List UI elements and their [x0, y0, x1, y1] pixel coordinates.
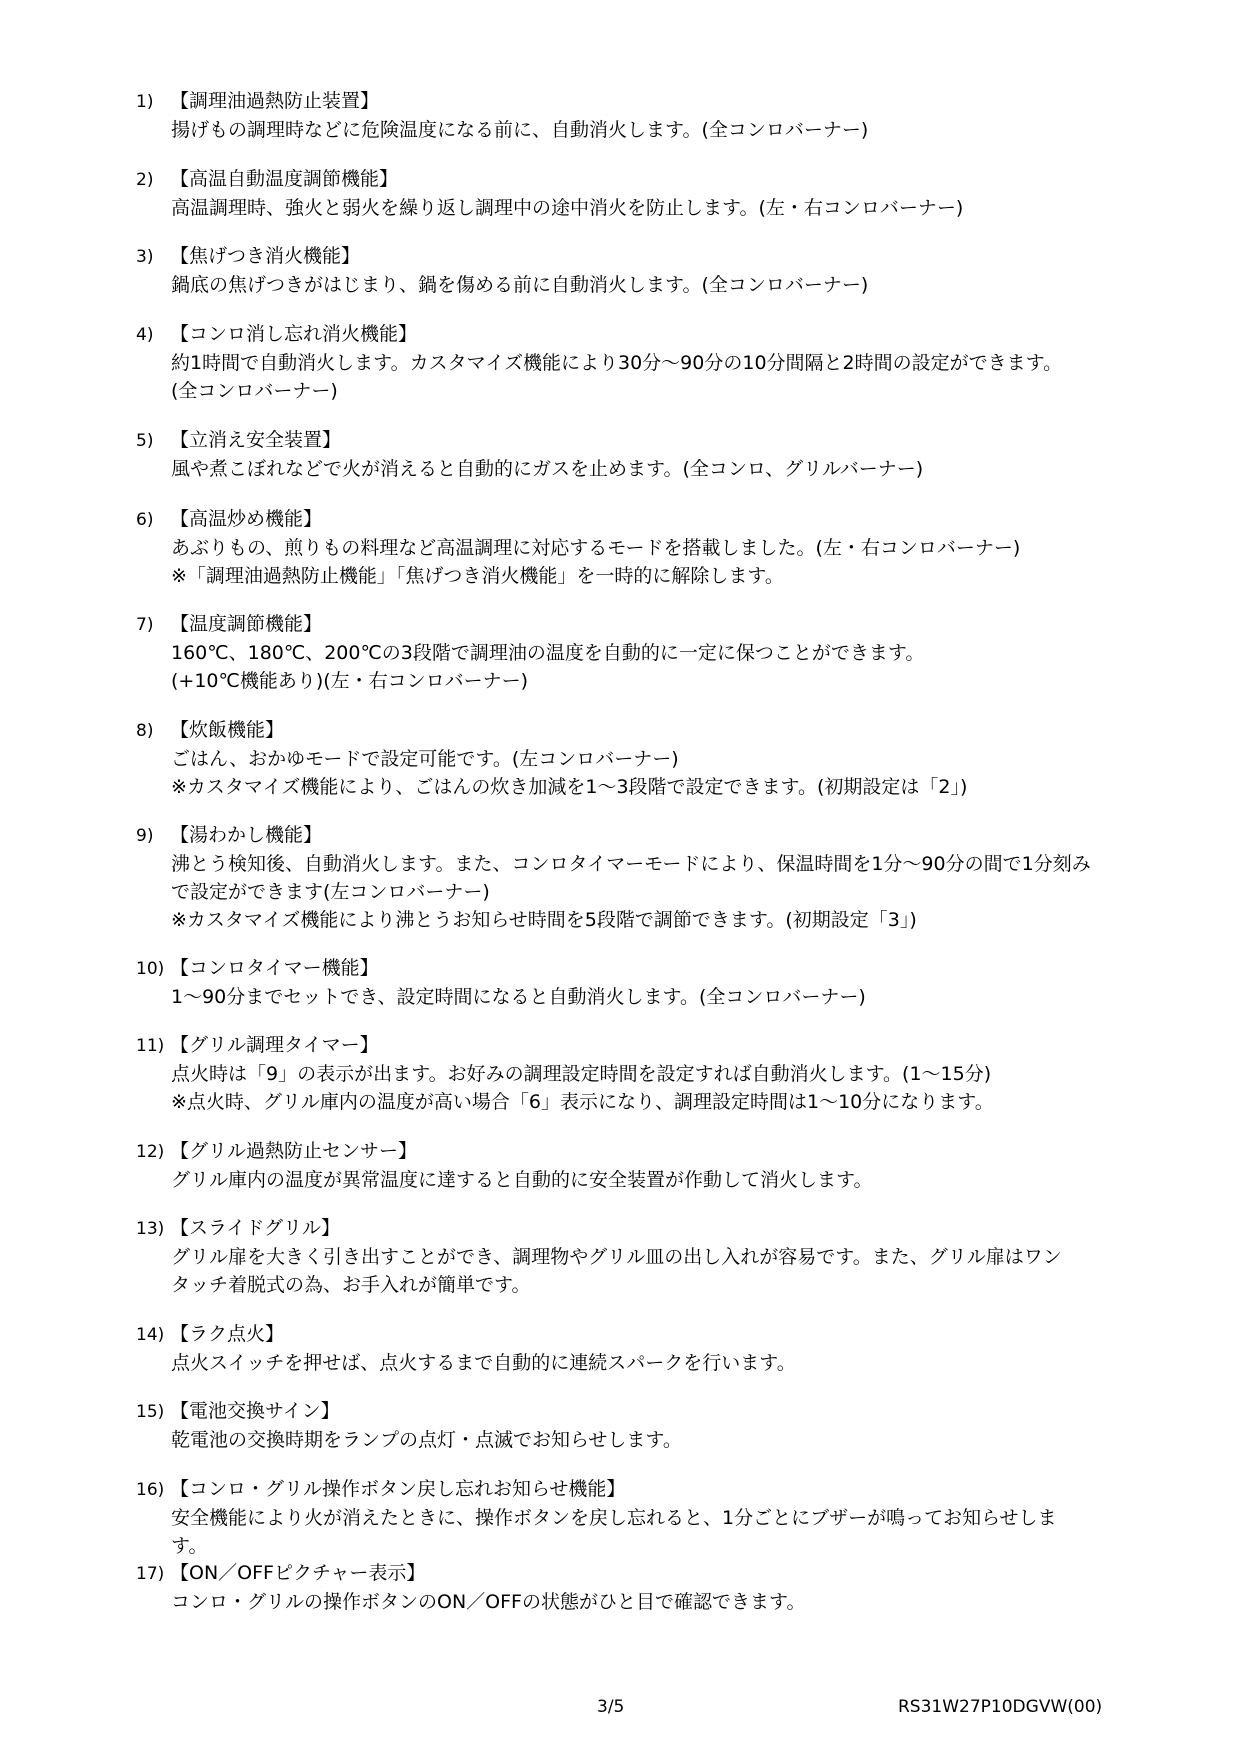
item-title: 【炊飯機能】 [170, 719, 285, 741]
item-title: 【コンロタイマー機能】 [170, 957, 379, 979]
item-number: 11) [136, 1036, 165, 1056]
feature-item-12 [136, 1137, 1196, 1194]
item-text-line: ※カスタマイズ機能により、ごはんの炊き加減を1～3段階で設定できます。(初期設定は「2」) [171, 776, 968, 798]
item-title: 【ラク点火】 [170, 1323, 285, 1345]
item-number: 15) [136, 1402, 165, 1422]
item-text-line: グリル扉を大きく引き出すことができ、調理物やグリル皿の出し入れが容易です。また、グリル扉はワン [171, 1246, 1062, 1268]
item-text-line: 風や煮こぼれなどで火が消えると自動的にガスを止めます。(全コンロ、グリルバーナー) [171, 458, 924, 480]
item-number: 6) [136, 510, 154, 530]
feature-item-5 [136, 426, 1196, 483]
item-text-line: (全コンロバーナー) [171, 380, 338, 402]
item-text-line: 安全機能により火が消えたときに、操作ボタンを戻し忘れると、1分ごとにブザーが鳴ってお知らせしま [171, 1507, 1057, 1529]
item-text-line: 高温調理時、強火と弱火を繰り返し調理中の途中消火を防止します。(左・右コンロバーナー) [171, 197, 964, 219]
item-text-line: ※「調理油過熱防止機能」「焦げつき消火機能」を一時的に解除します。 [171, 565, 784, 587]
item-text-line: 約1時間で自動消火します。カスタマイズ機能により30分～90分の10分間隔と2時間の設定ができます。 [171, 352, 1063, 374]
item-number: 17) [136, 1564, 165, 1584]
item-text-line: グリル庫内の温度が異常温度に達すると自動的に安全装置が作動して消火します。 [171, 1169, 873, 1191]
feature-item-17 [136, 1559, 1196, 1616]
item-text-line: ごはん、おかゆモードで設定可能です。(左コンロバーナー) [171, 748, 679, 770]
feature-item-10 [136, 954, 1196, 1011]
item-title: 【コンロ消し忘れ消火機能】 [170, 323, 418, 345]
item-title: 【高温自動温度調節機能】 [170, 168, 399, 190]
item-number: 5) [136, 431, 154, 451]
item-title: 【コンロ・グリル操作ボタン戻し忘れお知らせ機能】 [170, 1478, 626, 1500]
item-text-line: 沸とう検知後、自動消火します。また、コンロタイマーモードにより、保温時間を1分～90分の間で1分刻み [171, 853, 1091, 875]
item-number: 9) [136, 826, 154, 846]
item-number: 16) [136, 1480, 165, 1500]
item-text-line: 160℃、180℃、200℃の3段階で調理油の温度を自動的に一定に保つことができます。 [171, 642, 925, 664]
item-title: 【温度調節機能】 [170, 613, 323, 635]
item-number: 14) [136, 1325, 165, 1345]
item-text-line: 1～90分までセットでき、設定時間になると自動消火します。(全コンロバーナー) [171, 986, 866, 1008]
item-text-line: (+10℃機能あり)(左・右コンロバーナー) [171, 670, 529, 692]
feature-item-7 [136, 610, 1196, 695]
item-text-line: 乾電池の交換時期をランプの点灯・点滅でお知らせします。 [171, 1429, 682, 1451]
item-text-line: タッチ着脱式の為、お手入れが簡単です。 [171, 1274, 531, 1296]
item-text-line: で設定ができます(左コンロバーナー) [171, 881, 490, 903]
item-number: 12) [136, 1142, 165, 1162]
item-number: 1) [136, 92, 154, 112]
feature-item-9 [136, 821, 1196, 934]
item-title: 【電池交換サイン】 [170, 1400, 340, 1422]
feature-item-11 [136, 1031, 1196, 1116]
feature-item-13 [136, 1214, 1196, 1299]
item-title: 【湯わかし機能】 [170, 824, 323, 846]
item-text-line: あぶりもの、煎りもの料理など高温調理に対応するモードを搭載しました。(左・右コンロバーナー) [171, 537, 1021, 559]
item-number: 10) [136, 959, 165, 979]
feature-item-2 [136, 165, 1196, 222]
item-text-line: ※カスタマイズ機能により沸とうお知らせ時間を5段階で調節できます。(初期設定「3」) [171, 909, 917, 931]
item-title: 【グリル調理タイマー】 [170, 1034, 379, 1056]
item-number: 3) [136, 247, 154, 267]
feature-item-6 [136, 505, 1196, 590]
page-number: 3/5 [597, 1697, 625, 1717]
item-text-line: ※点火時、グリル庫内の温度が高い場合「6」表示になり、調理設定時間は1～10分になります。 [171, 1091, 994, 1113]
item-title: 【立消え安全装置】 [170, 429, 342, 451]
feature-item-4 [136, 320, 1196, 405]
item-text-line: す。 [171, 1535, 208, 1557]
item-title: 【ON／OFFピクチャー表示】 [170, 1562, 426, 1584]
item-number: 13) [136, 1219, 165, 1239]
feature-item-15 [136, 1397, 1196, 1454]
item-title: 【高温炒め機能】 [170, 508, 323, 530]
item-text-line: 揚げもの調理時などに危険温度になる前に、自動消火します。(全コンロバーナー) [171, 119, 869, 141]
item-title: 【焦げつき消火機能】 [170, 245, 361, 267]
feature-item-1 [136, 87, 1196, 144]
item-number: 4) [136, 325, 154, 345]
item-text-line: 点火時は「9」の表示が出ます。お好みの調理設定時間を設定すれば自動消火します。(1～15分) [171, 1063, 992, 1085]
item-title: 【グリル過熱防止センサー】 [170, 1140, 418, 1162]
item-title: 【調理油過熱防止装置】 [170, 90, 380, 112]
item-text-line: 点火スイッチを押せば、点火するまで自動的に連続スパークを行います。 [171, 1352, 796, 1374]
item-number: 8) [136, 721, 154, 741]
feature-item-16 [136, 1475, 1196, 1560]
document-code: RS31W27P10DGVW(00) [898, 1697, 1103, 1717]
item-number: 7) [136, 615, 154, 635]
item-title: 【スライドグリル】 [170, 1217, 341, 1239]
item-text-line: コンロ・グリルの操作ボタンのON／OFFの状態がひと目で確認できます。 [171, 1591, 806, 1613]
item-number: 2) [136, 170, 154, 190]
feature-item-8 [136, 716, 1196, 801]
feature-item-3 [136, 242, 1196, 299]
item-text-line: 鍋底の焦げつきがはじまり、鍋を傷める前に自動消火します。(全コンロバーナー) [171, 274, 869, 296]
feature-item-14 [136, 1320, 1196, 1377]
